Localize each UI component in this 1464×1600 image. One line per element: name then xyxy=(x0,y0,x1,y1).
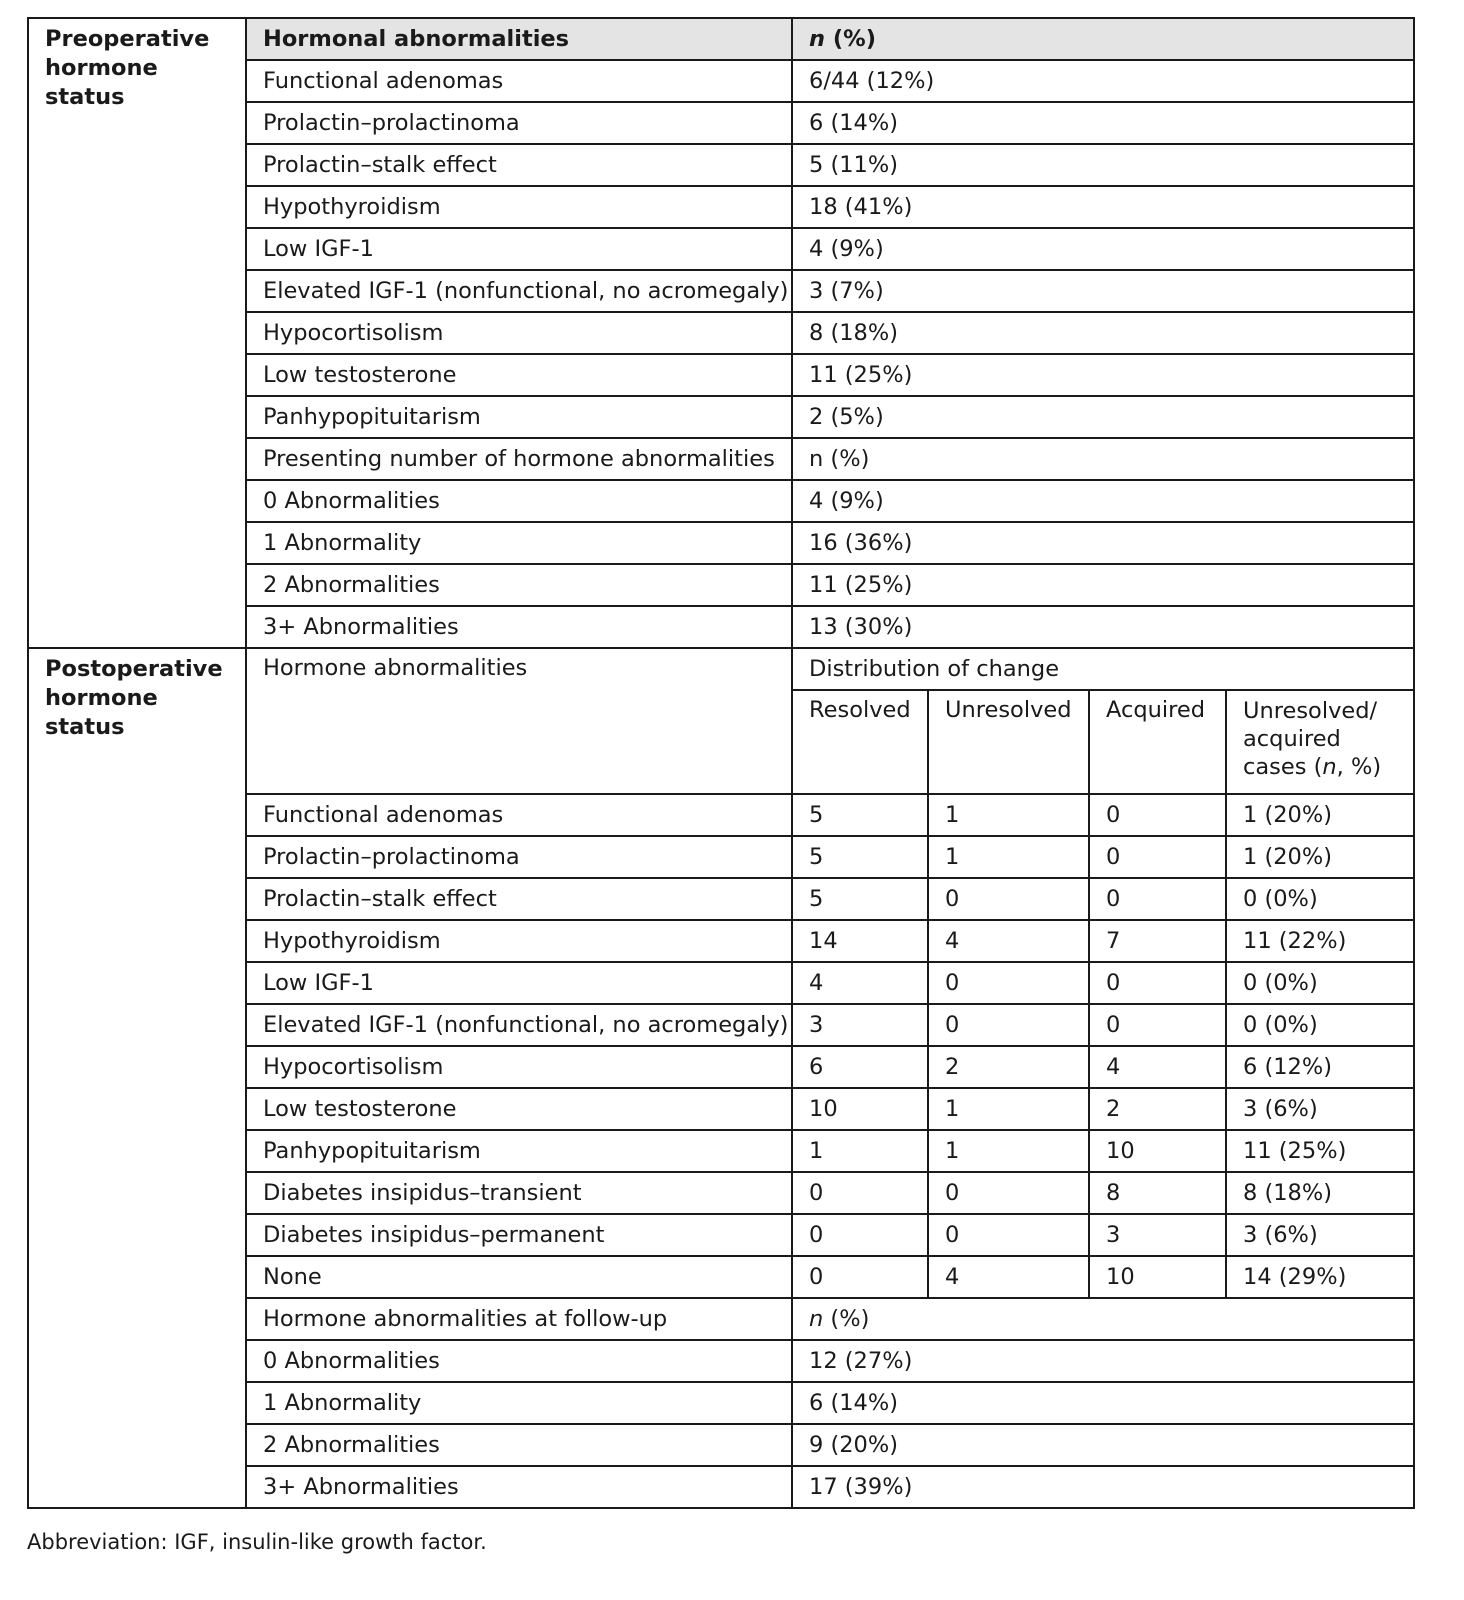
unresolved-value: 2 xyxy=(928,1046,1089,1088)
resolved-value: 6 xyxy=(792,1046,928,1088)
preop-row-label: 1 Abnormality xyxy=(246,522,792,564)
n-italic: n xyxy=(809,1305,824,1332)
preop-row-value: 3 (7%) xyxy=(792,270,1414,312)
cases-value: 11 (22%) xyxy=(1226,920,1414,962)
unresolved-value: 1 xyxy=(928,1130,1089,1172)
preop-row-label: Presenting number of hormone abnormalities xyxy=(246,438,792,480)
resolved-value: 10 xyxy=(792,1088,928,1130)
acquired-value: 0 xyxy=(1089,878,1226,920)
resolved-header: Resolved xyxy=(792,690,928,794)
acquired-value: 7 xyxy=(1089,920,1226,962)
followup-row-label: 0 Abnormalities xyxy=(246,1340,792,1382)
followup-row-label: 2 Abnormalities xyxy=(246,1424,792,1466)
unresolved-value: 1 xyxy=(928,836,1089,878)
cases-value: 0 (0%) xyxy=(1226,1004,1414,1046)
preop-row-label: 2 Abnormalities xyxy=(246,564,792,606)
distribution-group-header: Distribution of change xyxy=(792,648,1414,690)
resolved-value: 4 xyxy=(792,962,928,1004)
postop-row-label: Panhypopituitarism xyxy=(246,1130,792,1172)
postop-row-label: Low testosterone xyxy=(246,1088,792,1130)
cases-header-text: Unresolved/ acquired cases ( xyxy=(1243,698,1378,780)
followup-row-value: 17 (39%) xyxy=(792,1466,1414,1508)
cases-value: 1 (20%) xyxy=(1226,836,1414,878)
followup-header-value xyxy=(792,1298,1414,1340)
acquired-value: 0 xyxy=(1089,962,1226,1004)
postop-section-label: Postoperative hormone status xyxy=(28,648,246,1508)
hormone-status-table xyxy=(27,17,1415,1509)
unresolved-value: 0 xyxy=(928,1214,1089,1256)
followup-row-value: 6 (14%) xyxy=(792,1382,1414,1424)
postop-row-label: Diabetes insipidus–transient xyxy=(246,1172,792,1214)
unresolved-value: 4 xyxy=(928,1256,1089,1298)
postop-row-label: Prolactin–stalk effect xyxy=(246,878,792,920)
preop-row-value: 11 (25%) xyxy=(792,354,1414,396)
followup-row-label: 1 Abnormality xyxy=(246,1382,792,1424)
preop-row-label: Prolactin–prolactinoma xyxy=(246,102,792,144)
cases-header-suffix: , %) xyxy=(1336,754,1382,780)
cases-header xyxy=(1226,690,1414,794)
preop-col2-header xyxy=(792,18,1414,60)
cases-value: 0 (0%) xyxy=(1226,962,1414,1004)
cases-value: 8 (18%) xyxy=(1226,1172,1414,1214)
postop-row-label: Diabetes insipidus–permanent xyxy=(246,1214,792,1256)
postop-row-label: Prolactin–prolactinoma xyxy=(246,836,792,878)
cases-value: 3 (6%) xyxy=(1226,1214,1414,1256)
preop-row-label: Elevated IGF-1 (nonfunctional, no acromegaly) xyxy=(246,270,792,312)
acquired-value: 2 xyxy=(1089,1088,1226,1130)
percent-label: (%) xyxy=(823,1305,870,1332)
postop-header-row xyxy=(28,648,1414,690)
followup-header-label: Hormone abnormalities at follow-up xyxy=(246,1298,792,1340)
postop-col1-header: Hormone abnormalities xyxy=(246,648,792,794)
preop-row-label: Low testosterone xyxy=(246,354,792,396)
unresolved-value: 0 xyxy=(928,878,1089,920)
resolved-value: 5 xyxy=(792,878,928,920)
unresolved-header: Unresolved xyxy=(928,690,1089,794)
preop-row-value: 6/44 (12%) xyxy=(792,60,1414,102)
preop-col1-header: Hormonal abnormalities xyxy=(246,18,792,60)
preop-header-row xyxy=(28,18,1414,60)
preop-row-value: 11 (25%) xyxy=(792,564,1414,606)
preop-row-label: Hypothyroidism xyxy=(246,186,792,228)
preop-row-value: 2 (5%) xyxy=(792,396,1414,438)
cases-value: 1 (20%) xyxy=(1226,794,1414,836)
preop-row-label: Hypocortisolism xyxy=(246,312,792,354)
followup-row-label: 3+ Abnormalities xyxy=(246,1466,792,1508)
resolved-value: 0 xyxy=(792,1172,928,1214)
resolved-value: 3 xyxy=(792,1004,928,1046)
footnote: Abbreviation: IGF, insulin-like growth factor. xyxy=(27,1530,487,1554)
cases-value: 0 (0%) xyxy=(1226,878,1414,920)
preop-row-value: 6 (14%) xyxy=(792,102,1414,144)
acquired-value: 10 xyxy=(1089,1130,1226,1172)
acquired-value: 3 xyxy=(1089,1214,1226,1256)
postop-row-label: Low IGF-1 xyxy=(246,962,792,1004)
acquired-value: 8 xyxy=(1089,1172,1226,1214)
acquired-value: 0 xyxy=(1089,794,1226,836)
resolved-value: 5 xyxy=(792,836,928,878)
preop-row-label: 3+ Abnormalities xyxy=(246,606,792,648)
unresolved-value: 0 xyxy=(928,1004,1089,1046)
n-italic: n xyxy=(1322,754,1337,780)
preop-row-value: 4 (9%) xyxy=(792,228,1414,270)
resolved-value: 5 xyxy=(792,794,928,836)
resolved-value: 1 xyxy=(792,1130,928,1172)
preop-row-label: 0 Abnormalities xyxy=(246,480,792,522)
resolved-value: 0 xyxy=(792,1256,928,1298)
preop-row-value: 5 (11%) xyxy=(792,144,1414,186)
acquired-value: 4 xyxy=(1089,1046,1226,1088)
preop-row-label: Functional adenomas xyxy=(246,60,792,102)
acquired-header: Acquired xyxy=(1089,690,1226,794)
unresolved-value: 4 xyxy=(928,920,1089,962)
unresolved-value: 0 xyxy=(928,1172,1089,1214)
preop-section-label: Preoperative hormone status xyxy=(28,18,246,648)
preop-row-label: Panhypopituitarism xyxy=(246,396,792,438)
preop-row-value: 16 (36%) xyxy=(792,522,1414,564)
followup-row-value: 12 (27%) xyxy=(792,1340,1414,1382)
cases-value: 3 (6%) xyxy=(1226,1088,1414,1130)
preop-row-value: 13 (30%) xyxy=(792,606,1414,648)
cases-value: 14 (29%) xyxy=(1226,1256,1414,1298)
unresolved-value: 0 xyxy=(928,962,1089,1004)
postop-row-label: Elevated IGF-1 (nonfunctional, no acromegaly) xyxy=(246,1004,792,1046)
postop-row-label: None xyxy=(246,1256,792,1298)
percent-label: (%) xyxy=(825,25,876,52)
preop-row-label: Prolactin–stalk effect xyxy=(246,144,792,186)
postop-row-label: Hypocortisolism xyxy=(246,1046,792,1088)
acquired-value: 0 xyxy=(1089,1004,1226,1046)
cases-value: 6 (12%) xyxy=(1226,1046,1414,1088)
acquired-value: 10 xyxy=(1089,1256,1226,1298)
preop-row-value: n (%) xyxy=(792,438,1414,480)
preop-row-value: 18 (41%) xyxy=(792,186,1414,228)
acquired-value: 0 xyxy=(1089,836,1226,878)
unresolved-value: 1 xyxy=(928,1088,1089,1130)
resolved-value: 0 xyxy=(792,1214,928,1256)
postop-row-label: Functional adenomas xyxy=(246,794,792,836)
cases-value: 11 (25%) xyxy=(1226,1130,1414,1172)
preop-row-value: 4 (9%) xyxy=(792,480,1414,522)
n-italic: n xyxy=(809,25,826,52)
unresolved-value: 1 xyxy=(928,794,1089,836)
preop-row-value: 8 (18%) xyxy=(792,312,1414,354)
postop-row-label: Hypothyroidism xyxy=(246,920,792,962)
followup-row-value: 9 (20%) xyxy=(792,1424,1414,1466)
preop-row-label: Low IGF-1 xyxy=(246,228,792,270)
resolved-value: 14 xyxy=(792,920,928,962)
